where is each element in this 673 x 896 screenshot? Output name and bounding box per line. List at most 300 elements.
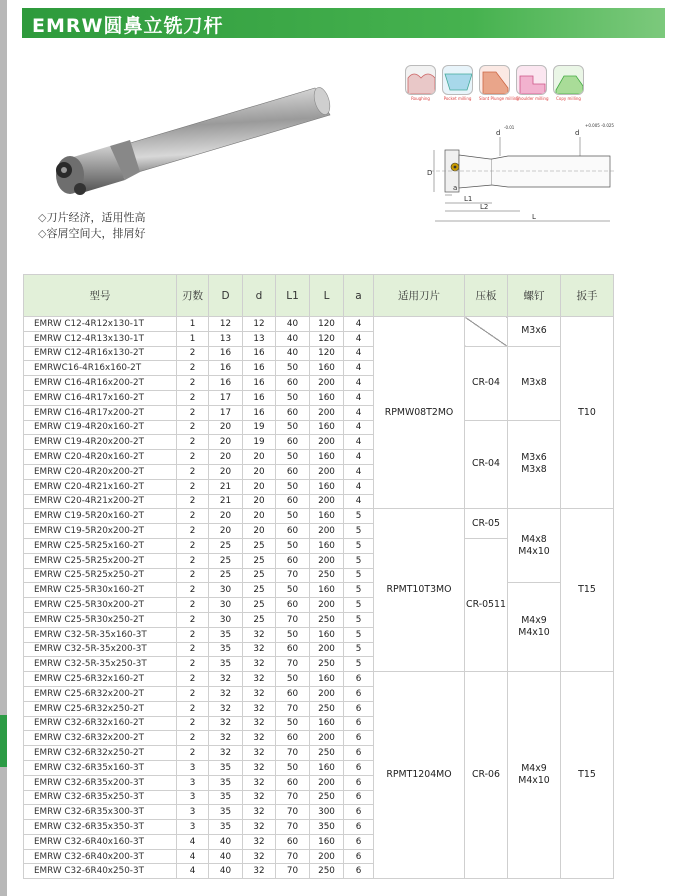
value-cell: 70	[276, 790, 310, 805]
value-cell: 5	[344, 568, 374, 583]
value-cell: 6	[344, 746, 374, 761]
model-cell: EMRW C32-5R-35x160-3T	[24, 627, 177, 642]
page-title: EMRW圆鼻立铣刀杆	[32, 15, 224, 37]
model-cell: EMRW C32-6R40x160-3T	[24, 834, 177, 849]
value-cell: 200	[310, 405, 344, 420]
value-cell: 60	[276, 405, 310, 420]
model-cell: EMRW C32-6R32x160-2T	[24, 716, 177, 731]
value-cell: 32	[243, 790, 276, 805]
value-cell: 200	[310, 849, 344, 864]
value-cell: 2	[177, 553, 209, 568]
value-cell: 5	[344, 524, 374, 539]
value-cell: 32	[243, 805, 276, 820]
value-cell: 5	[344, 657, 374, 672]
roughing-icon: Roughing	[405, 65, 436, 101]
model-cell: EMRW C19-5R20x160-2T	[24, 509, 177, 524]
value-cell: 32	[243, 864, 276, 879]
value-cell: 120	[310, 331, 344, 346]
value-cell: 2	[177, 376, 209, 391]
value-cell: 13	[209, 331, 243, 346]
value-cell: 6	[344, 864, 374, 879]
value-cell: 250	[310, 746, 344, 761]
model-cell: EMRW C19-4R20x160-2T	[24, 420, 177, 435]
clamp-cell: CR-06	[465, 672, 508, 879]
value-cell: 250	[310, 701, 344, 716]
left-edge-marker	[0, 715, 7, 767]
copy-milling-icon: Copy milling	[553, 65, 584, 101]
value-cell: 6	[344, 849, 374, 864]
value-cell: 40	[209, 834, 243, 849]
value-cell: 40	[276, 346, 310, 361]
value-cell: 20	[243, 464, 276, 479]
model-cell: EMRW C32-6R35x300-3T	[24, 805, 177, 820]
value-cell: 32	[243, 849, 276, 864]
value-cell: 50	[276, 716, 310, 731]
header-insert: 适用刀片	[374, 275, 465, 317]
tool-holder-image	[30, 60, 340, 205]
value-cell: 32	[209, 716, 243, 731]
value-cell: 25	[243, 538, 276, 553]
value-cell: 40	[276, 317, 310, 332]
value-cell: 200	[310, 494, 344, 509]
value-cell: 60	[276, 464, 310, 479]
feature-item: ◇ 容屑空间大，排屑好	[38, 226, 145, 242]
value-cell: 6	[344, 775, 374, 790]
value-cell: 35	[209, 642, 243, 657]
model-cell: EMRW C16-4R16x200-2T	[24, 376, 177, 391]
value-cell: 50	[276, 390, 310, 405]
value-cell: 160	[310, 538, 344, 553]
value-cell: 35	[209, 790, 243, 805]
value-cell: 300	[310, 805, 344, 820]
value-cell: 200	[310, 686, 344, 701]
value-cell: 60	[276, 553, 310, 568]
value-cell: 35	[209, 775, 243, 790]
value-cell: 35	[209, 805, 243, 820]
value-cell: 32	[209, 672, 243, 687]
value-cell: 32	[209, 686, 243, 701]
value-cell: 6	[344, 760, 374, 775]
model-cell: EMRW C25-5R30x250-2T	[24, 612, 177, 627]
value-cell: 50	[276, 672, 310, 687]
model-cell: EMRW C32-6R35x350-3T	[24, 820, 177, 835]
value-cell: 16	[209, 376, 243, 391]
dimension-diagram	[420, 115, 620, 230]
table-row	[24, 346, 614, 361]
value-cell: 160	[310, 834, 344, 849]
value-cell: 60	[276, 435, 310, 450]
screw-cell: M4x9 M4x10	[508, 583, 561, 672]
value-cell: 120	[310, 346, 344, 361]
model-cell: EMRW C12-4R16x130-2T	[24, 346, 177, 361]
value-cell: 32	[243, 672, 276, 687]
model-cell: EMRW C25-5R25x200-2T	[24, 553, 177, 568]
value-cell: 200	[310, 524, 344, 539]
value-cell: 5	[344, 627, 374, 642]
left-edge-strip	[0, 0, 7, 896]
value-cell: 70	[276, 746, 310, 761]
value-cell: 2	[177, 598, 209, 613]
value-cell: 5	[344, 509, 374, 524]
value-cell: 3	[177, 775, 209, 790]
model-cell: EMRW C16-4R17x200-2T	[24, 405, 177, 420]
table-row	[24, 420, 614, 435]
value-cell: 16	[243, 361, 276, 376]
value-cell: 20	[243, 524, 276, 539]
value-cell: 5	[344, 598, 374, 613]
value-cell: 250	[310, 864, 344, 879]
model-cell: EMRW C32-6R32x200-2T	[24, 731, 177, 746]
value-cell: 2	[177, 672, 209, 687]
value-cell: 2	[177, 390, 209, 405]
model-cell: EMRW C32-6R40x250-3T	[24, 864, 177, 879]
value-cell: 25	[209, 553, 243, 568]
value-cell: 32	[243, 642, 276, 657]
header-L: L	[310, 275, 344, 317]
header-wrench: 扳手	[561, 275, 614, 317]
value-cell: 70	[276, 864, 310, 879]
value-cell: 16	[243, 405, 276, 420]
value-cell: 200	[310, 464, 344, 479]
value-cell: 200	[310, 642, 344, 657]
model-cell: EMRW C20-4R20x200-2T	[24, 464, 177, 479]
value-cell: 2	[177, 657, 209, 672]
value-cell: 6	[344, 716, 374, 731]
model-cell: EMRW C32-6R40x200-3T	[24, 849, 177, 864]
clamp-cell: CR-04	[465, 346, 508, 420]
value-cell: 30	[209, 583, 243, 598]
header-clamp: 压板	[465, 275, 508, 317]
wrench-cell: T10	[561, 317, 614, 509]
model-cell: EMRW C20-4R21x160-2T	[24, 479, 177, 494]
value-cell: 4	[177, 834, 209, 849]
clamp-cell: CR-0511	[465, 538, 508, 671]
model-cell: EMRW C20-4R20x160-2T	[24, 450, 177, 465]
value-cell: 200	[310, 435, 344, 450]
header-screw: 螺钉	[508, 275, 561, 317]
feature-item: ◇ 刀片经济，适用性高	[38, 210, 145, 226]
dim-d-tolerance: -0.01	[504, 125, 515, 130]
value-cell: 120	[310, 317, 344, 332]
value-cell: 19	[243, 435, 276, 450]
value-cell: 50	[276, 627, 310, 642]
value-cell: 50	[276, 420, 310, 435]
value-cell: 32	[243, 834, 276, 849]
model-cell: EMRW C25-5R25x250-2T	[24, 568, 177, 583]
value-cell: 2	[177, 420, 209, 435]
header-a: a	[344, 275, 374, 317]
value-cell: 12	[243, 317, 276, 332]
value-cell: 50	[276, 538, 310, 553]
table-row	[24, 317, 614, 332]
value-cell: 5	[344, 553, 374, 568]
value-cell: 60	[276, 524, 310, 539]
value-cell: 32	[209, 731, 243, 746]
value-cell: 6	[344, 731, 374, 746]
value-cell: 70	[276, 612, 310, 627]
table-row	[24, 583, 614, 598]
model-cell: EMRW C25-6R32x200-2T	[24, 686, 177, 701]
value-cell: 200	[310, 376, 344, 391]
value-cell: 70	[276, 701, 310, 716]
value-cell: 50	[276, 509, 310, 524]
header-D: D	[209, 275, 243, 317]
value-cell: 2	[177, 612, 209, 627]
value-cell: 160	[310, 450, 344, 465]
value-cell: 20	[243, 494, 276, 509]
value-cell: 25	[243, 568, 276, 583]
screw-cell: M4x9 M4x10	[508, 672, 561, 879]
value-cell: 13	[243, 331, 276, 346]
value-cell: 35	[209, 657, 243, 672]
value-cell: 160	[310, 627, 344, 642]
value-cell: 20	[243, 509, 276, 524]
value-cell: 4	[344, 420, 374, 435]
header-L1: L1	[276, 275, 310, 317]
value-cell: 20	[209, 464, 243, 479]
spec-table	[23, 274, 614, 879]
value-cell: 6	[344, 820, 374, 835]
value-cell: 250	[310, 568, 344, 583]
value-cell: 2	[177, 716, 209, 731]
value-cell: 2	[177, 494, 209, 509]
title-bar	[22, 8, 665, 38]
value-cell: 4	[344, 346, 374, 361]
value-cell: 32	[243, 775, 276, 790]
value-cell: 200	[310, 598, 344, 613]
model-cell: EMRW C32-6R32x250-2T	[24, 746, 177, 761]
value-cell: 6	[344, 790, 374, 805]
value-cell: 60	[276, 775, 310, 790]
dim-L2: L2	[480, 203, 489, 211]
slant-plunge-icon: Slant Plunge milling	[479, 65, 510, 101]
value-cell: 25	[243, 612, 276, 627]
value-cell: 2	[177, 746, 209, 761]
value-cell: 32	[243, 627, 276, 642]
insert-cell: RPMW08T2MO	[374, 317, 465, 509]
value-cell: 4	[344, 331, 374, 346]
value-cell: 12	[209, 317, 243, 332]
value-cell: 160	[310, 479, 344, 494]
value-cell: 20	[209, 435, 243, 450]
value-cell: 6	[344, 701, 374, 716]
dim-d2-tolerance: +0.005 -0.025	[585, 123, 614, 128]
value-cell: 2	[177, 642, 209, 657]
value-cell: 25	[209, 538, 243, 553]
value-cell: 6	[344, 805, 374, 820]
value-cell: 2	[177, 405, 209, 420]
model-cell: EMRW C20-4R21x200-2T	[24, 494, 177, 509]
value-cell: 40	[276, 331, 310, 346]
model-cell: EMRW C32-5R-35x250-3T	[24, 657, 177, 672]
value-cell: 60	[276, 834, 310, 849]
value-cell: 32	[243, 701, 276, 716]
model-cell: EMRW C32-6R35x250-3T	[24, 790, 177, 805]
value-cell: 32	[243, 686, 276, 701]
model-cell: EMRW C12-4R12x130-1T	[24, 317, 177, 332]
value-cell: 2	[177, 568, 209, 583]
value-cell: 4	[344, 390, 374, 405]
value-cell: 2	[177, 450, 209, 465]
value-cell: 2	[177, 583, 209, 598]
value-cell: 50	[276, 479, 310, 494]
value-cell: 160	[310, 716, 344, 731]
value-cell: 2	[177, 509, 209, 524]
value-cell: 70	[276, 849, 310, 864]
value-cell: 5	[344, 612, 374, 627]
wrench-cell: T15	[561, 672, 614, 879]
value-cell: 16	[243, 346, 276, 361]
shoulder-milling-icon: Shoulder milling	[516, 65, 547, 101]
value-cell: 200	[310, 731, 344, 746]
value-cell: 2	[177, 346, 209, 361]
value-cell: 5	[344, 538, 374, 553]
value-cell: 40	[209, 864, 243, 879]
dim-d2: d	[575, 129, 580, 137]
model-cell: EMRWC16-4R16x160-2T	[24, 361, 177, 376]
value-cell: 3	[177, 760, 209, 775]
value-cell: 25	[243, 598, 276, 613]
value-cell: 4	[344, 361, 374, 376]
value-cell: 70	[276, 568, 310, 583]
value-cell: 200	[310, 553, 344, 568]
value-cell: 3	[177, 805, 209, 820]
value-cell: 4	[344, 435, 374, 450]
value-cell: 2	[177, 627, 209, 642]
model-cell: EMRW C16-4R17x160-2T	[24, 390, 177, 405]
value-cell: 60	[276, 731, 310, 746]
value-cell: 50	[276, 583, 310, 598]
value-cell: 6	[344, 686, 374, 701]
insert-cell: RPMT1204MO	[374, 672, 465, 879]
dim-D: D	[427, 169, 433, 177]
value-cell: 2	[177, 701, 209, 716]
model-cell: EMRW C12-4R13x130-1T	[24, 331, 177, 346]
value-cell: 2	[177, 686, 209, 701]
value-cell: 250	[310, 790, 344, 805]
value-cell: 5	[344, 583, 374, 598]
screw-cell: M3x6	[508, 317, 561, 347]
value-cell: 4	[344, 479, 374, 494]
model-cell: EMRW C32-6R35x200-3T	[24, 775, 177, 790]
header-flutes: 刃数	[177, 275, 209, 317]
value-cell: 70	[276, 805, 310, 820]
feature-list	[38, 210, 145, 242]
value-cell: 250	[310, 612, 344, 627]
value-cell: 70	[276, 657, 310, 672]
value-cell: 160	[310, 420, 344, 435]
value-cell: 4	[344, 405, 374, 420]
value-cell: 16	[209, 361, 243, 376]
value-cell: 32	[243, 657, 276, 672]
value-cell: 20	[243, 450, 276, 465]
value-cell: 16	[243, 390, 276, 405]
table-row	[24, 509, 614, 524]
header-d: d	[243, 275, 276, 317]
value-cell: 1	[177, 317, 209, 332]
value-cell: 35	[209, 760, 243, 775]
value-cell: 60	[276, 642, 310, 657]
value-cell: 2	[177, 524, 209, 539]
value-cell: 200	[310, 775, 344, 790]
model-cell: EMRW C19-5R20x200-2T	[24, 524, 177, 539]
value-cell: 2	[177, 464, 209, 479]
value-cell: 4	[344, 494, 374, 509]
value-cell: 16	[209, 346, 243, 361]
value-cell: 4	[344, 464, 374, 479]
value-cell: 4	[344, 376, 374, 391]
value-cell: 4	[177, 864, 209, 879]
model-cell: EMRW C25-5R30x160-2T	[24, 583, 177, 598]
value-cell: 5	[344, 642, 374, 657]
value-cell: 2	[177, 479, 209, 494]
value-cell: 20	[209, 450, 243, 465]
value-cell: 30	[209, 612, 243, 627]
value-cell: 60	[276, 686, 310, 701]
value-cell: 2	[177, 538, 209, 553]
operation-icons	[405, 65, 584, 101]
value-cell: 21	[209, 479, 243, 494]
dim-d: d	[496, 129, 501, 137]
value-cell: 2	[177, 435, 209, 450]
value-cell: 4	[344, 317, 374, 332]
model-cell: EMRW C32-6R35x160-3T	[24, 760, 177, 775]
value-cell: 50	[276, 361, 310, 376]
value-cell: 160	[310, 509, 344, 524]
value-cell: 160	[310, 672, 344, 687]
wrench-cell: T15	[561, 509, 614, 672]
value-cell: 4	[177, 849, 209, 864]
model-cell: EMRW C25-6R32x160-2T	[24, 672, 177, 687]
value-cell: 25	[243, 583, 276, 598]
table-header-row	[24, 275, 614, 317]
screw-cell: M4x8 M4x10	[508, 509, 561, 583]
value-cell: 25	[209, 568, 243, 583]
screw-cell: M3x8	[508, 346, 561, 420]
value-cell: 2	[177, 361, 209, 376]
value-cell: 4	[344, 450, 374, 465]
clamp-cell	[465, 317, 508, 347]
header-model: 型号	[24, 275, 177, 317]
value-cell: 50	[276, 760, 310, 775]
value-cell: 16	[243, 376, 276, 391]
value-cell: 32	[243, 820, 276, 835]
value-cell: 3	[177, 820, 209, 835]
value-cell: 60	[276, 494, 310, 509]
dim-L1: L1	[464, 195, 473, 203]
value-cell: 25	[243, 553, 276, 568]
dim-L: L	[532, 213, 536, 221]
value-cell: 35	[209, 820, 243, 835]
value-cell: 160	[310, 583, 344, 598]
value-cell: 21	[209, 494, 243, 509]
value-cell: 6	[344, 834, 374, 849]
value-cell: 160	[310, 390, 344, 405]
model-cell: EMRW C19-4R20x200-2T	[24, 435, 177, 450]
value-cell: 20	[209, 420, 243, 435]
value-cell: 160	[310, 760, 344, 775]
value-cell: 3	[177, 790, 209, 805]
value-cell: 70	[276, 820, 310, 835]
clamp-cell: CR-04	[465, 420, 508, 509]
value-cell: 32	[209, 701, 243, 716]
value-cell: 32	[209, 746, 243, 761]
value-cell: 60	[276, 598, 310, 613]
insert-cell: RPMT10T3MO	[374, 509, 465, 672]
value-cell: 20	[209, 524, 243, 539]
value-cell: 40	[209, 849, 243, 864]
clamp-cell: CR-05	[465, 509, 508, 539]
